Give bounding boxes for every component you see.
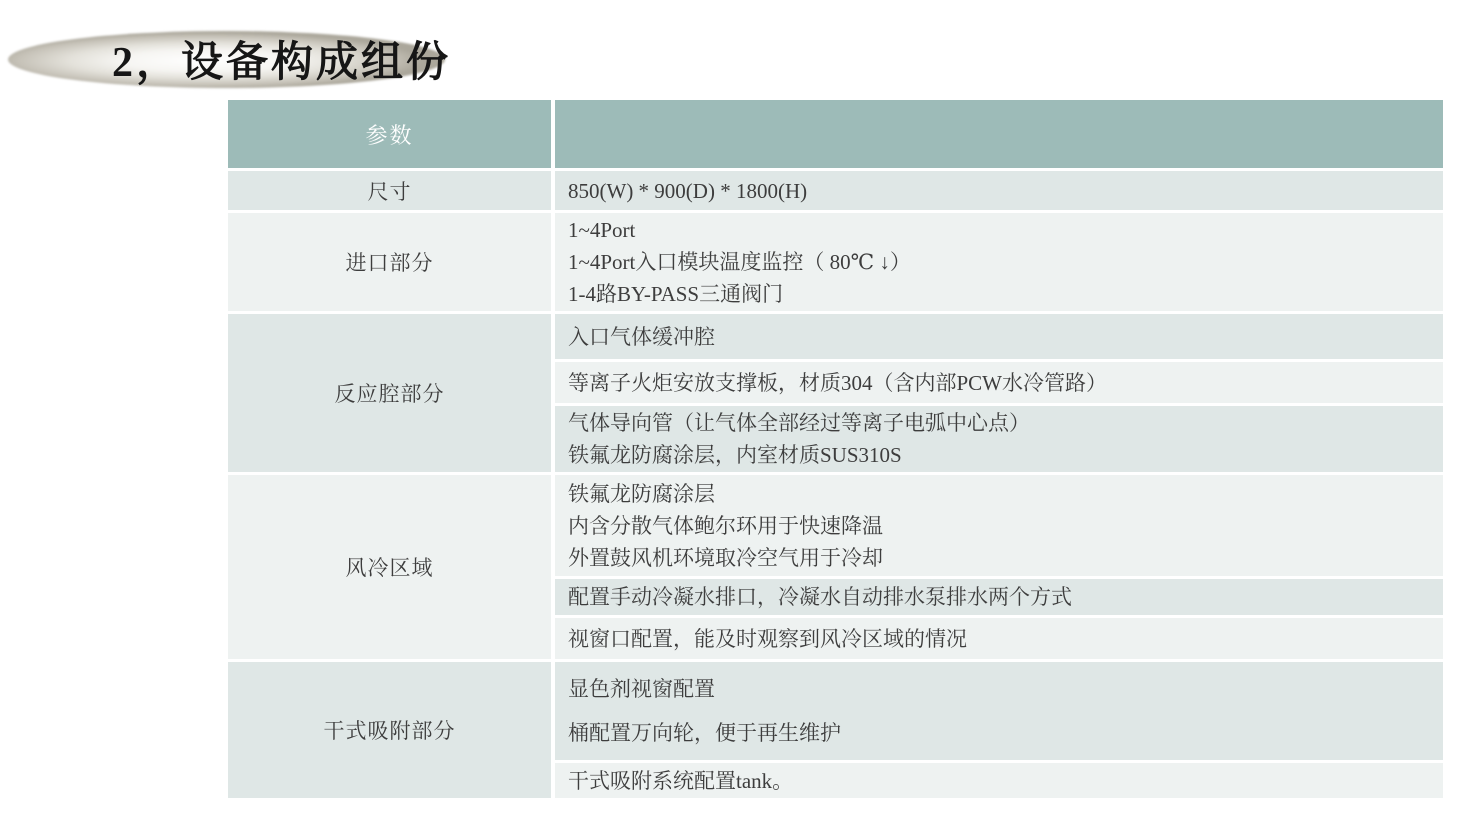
cell-text-line: 铁氟龙防腐涂层，内室材质SUS310S: [568, 443, 902, 467]
cell-text-line: 铁氟龙防腐涂层: [568, 481, 715, 506]
table-cell: [555, 406, 1443, 472]
table-group-dry-adsorption: [228, 662, 1443, 798]
table-header-value-cell: [555, 100, 1443, 168]
table-cell: [555, 213, 1443, 311]
row-label: 风冷区域: [228, 475, 551, 659]
cell-text-line: 850(W) * 900(D) * 1800(H): [568, 178, 808, 203]
table-cell: [555, 362, 1443, 403]
cell-text-line: 1-4路BY-PASS三通阀门: [568, 282, 784, 306]
table-cell: [555, 618, 1443, 659]
table-group-inlet: [228, 213, 1443, 311]
cell-text-line: 配置手动冷凝水排口，冷凝水自动排水泵排水两个方式: [568, 585, 1072, 609]
cell-text-line: 1~4Port: [568, 218, 636, 242]
cell-text-line: 干式吸附系统配置tank。: [568, 768, 794, 793]
table-group-reaction-chamber: [228, 314, 1443, 472]
cell-text-line: 入口气体缓冲腔: [568, 324, 715, 349]
row-label: 反应腔部分: [228, 314, 551, 472]
cell-text-line: 等离子火炬安放支撑板，材质304（含内部PCW水冷管路）: [568, 370, 1108, 395]
table-cell: [555, 475, 1443, 576]
row-label: 进口部分: [228, 213, 551, 311]
page-title: 2，设备构成组份: [112, 40, 452, 86]
table-cell: [555, 763, 1443, 798]
table-cell: [555, 662, 1443, 760]
cell-text-line: 气体导向管（让气体全部经过等离子电弧中心点）: [568, 411, 1030, 435]
table-cell: [555, 171, 1443, 210]
table-header-param-cell: 参数: [228, 100, 551, 168]
table-cell: [555, 314, 1443, 359]
table-cell: [555, 579, 1443, 615]
row-label: 尺寸: [228, 171, 551, 210]
table-group-dimensions: [228, 171, 1443, 210]
cell-text-line: 外置鼓风机环境取冷空气用于冷却: [568, 545, 883, 570]
cell-text-line: 显色剂视窗配置: [568, 677, 715, 701]
cell-text-line: 桶配置万向轮，便于再生维护: [568, 721, 841, 745]
cell-text-line: 视窗口配置，能及时观察到风冷区域的情况: [568, 626, 967, 651]
cell-text-line: 1~4Port入口模块温度监控（ 80℃ ↓）: [568, 250, 911, 274]
table-group-air-cooling: [228, 475, 1443, 659]
table-header-row: [228, 100, 1443, 168]
cell-text-line: 内含分散气体鲍尔环用于快速降温: [568, 513, 883, 538]
spec-table: [228, 100, 1443, 798]
row-label: 干式吸附部分: [228, 662, 551, 798]
